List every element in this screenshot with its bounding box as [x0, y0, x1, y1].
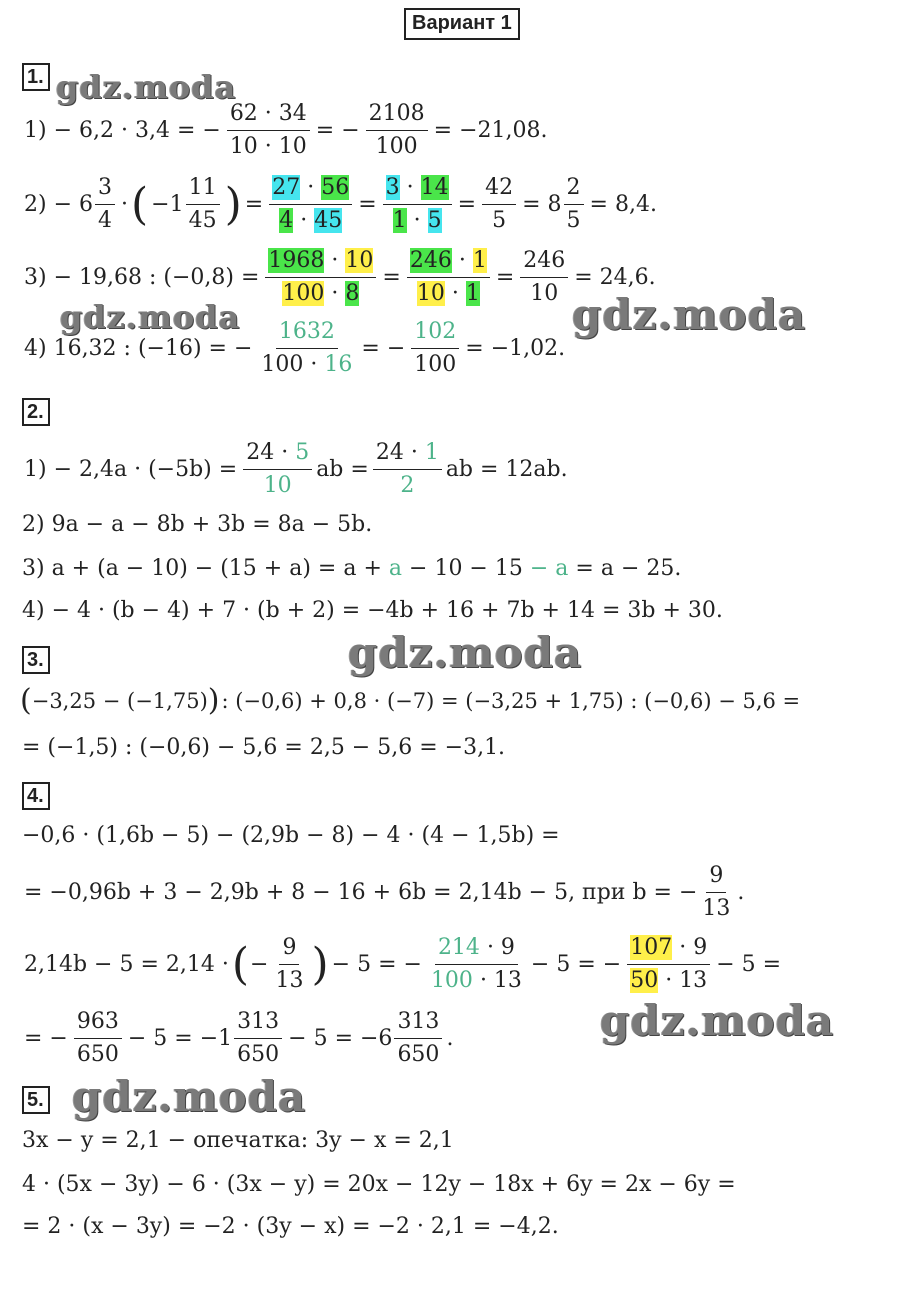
p4-line-4: = − $\frac{963}{650}$ − 5 = −1 $\frac{313}{650}$ − 5 = −6 $\frac{313}{650}$ . [22, 1006, 453, 1071]
p5-line-1: 3x − y = 2,1 − опечатка: 3y − x = 2,1 [22, 1128, 454, 1153]
problem-1-number: 1. [22, 63, 50, 91]
p4-line-2: = −0,96b + 3 − 2,9b + 8 − 16 + 6b = 2,14b − 5, при b = − $\frac{9}{13}$ . [22, 860, 744, 925]
variant-title: Вариант 1 [404, 8, 520, 40]
p1-line-1: 1) − 6,2 · 3,4 = − $\frac{62 \cdot 34}{10 \cdot 10}$ = − $\frac{2108}{100}$ = −21,08. [22, 98, 550, 163]
p2-line-1: 1) − 2,4a · (−5b) = $\frac{24 \cdot 5}{10}$ ab = $\frac{24 \cdot 1}{2}$ ab = 12ab. [22, 437, 568, 502]
problem-5-number: 5. [22, 1086, 50, 1114]
watermark: gdz.moda [600, 996, 835, 1045]
p2-line-3: 3) a + (a − 10) − (15 + a) = a + a − 10 − 15 − a = a − 25. [22, 556, 682, 581]
watermark: gdz.moda [72, 1072, 307, 1121]
p1-line-3: 3) − 19,68 : (−0,8) = $\frac{1968 \cdot 10}{100 \cdot 8}$ = $\frac{246 \cdot 1}{10 \cdot 1}$ = $\frac{246}{10}$ = 24,6. [22, 245, 658, 310]
p2-line-4: 4) − 4 · (b − 4) + 7 · (b + 2) = −4b + 16 + 7b + 14 = 3b + 30. [22, 598, 723, 623]
p5-line-2: 4 · (5x − 3y) − 6 · (3x − y) = 20x − 12y − 18x + 6y = 2x − 6y = [22, 1172, 736, 1197]
watermark: gdz.moda [348, 628, 583, 677]
p2-line-2: 2) 9a − a − 8b + 3b = 8a − 5b. [22, 512, 373, 537]
problem-4-number: 4. [22, 782, 50, 810]
watermark: gdz.moda [56, 68, 237, 106]
p4-line-3: 2,14b − 5 = 2,14 · ( − $\frac{9}{13}$ ) − 5 = − $\frac{214 \cdot 9}{100 \cdot 13}$ − 5 = − $\frac{107 \cdot 9}{50 \cdot 13}$ − 5 = [22, 932, 783, 997]
problem-2-number: 2. [22, 398, 50, 426]
p3-line-1: ( −3,25 − (−1,75) ) : (−0,6) + 0,8 · (−7) = (−3,25 + 1,75) : (−0,6) − 5,6 = [20, 683, 801, 718]
watermark: gdz.moda [572, 290, 807, 339]
p5-line-3: = 2 · (x − 3y) = −2 · (3y − x) = −2 · 2,1 = −4,2. [22, 1214, 559, 1239]
watermark: gdz.moda [60, 298, 241, 336]
p3-line-2: = (−1,5) : (−0,6) − 5,6 = 2,5 − 5,6 = −3,1. [22, 735, 506, 760]
p4-line-1: −0,6 · (1,6b − 5) − (2,9b − 8) − 4 · (4 − 1,5b) = [22, 823, 560, 848]
problem-3-number: 3. [22, 646, 50, 674]
p1-line-2: 2) − 6 $\frac{3}{4}$ · ( −1 $\frac{11}{45}$ ) = $\frac{27 \cdot 56}{4 \cdot 45}$ = $\frac{3 \cdot 14}{1 \cdot 5}$ = $\frac{42}{5}$ = 8 $\frac{2}{5}$ = 8,4. [22, 172, 659, 237]
p1-line-4: 4) 16,32 : (−16) = − $\frac{1632}{100 \cdot 16}$ = − $\frac{102}{100}$ = −1,02. [22, 316, 567, 381]
